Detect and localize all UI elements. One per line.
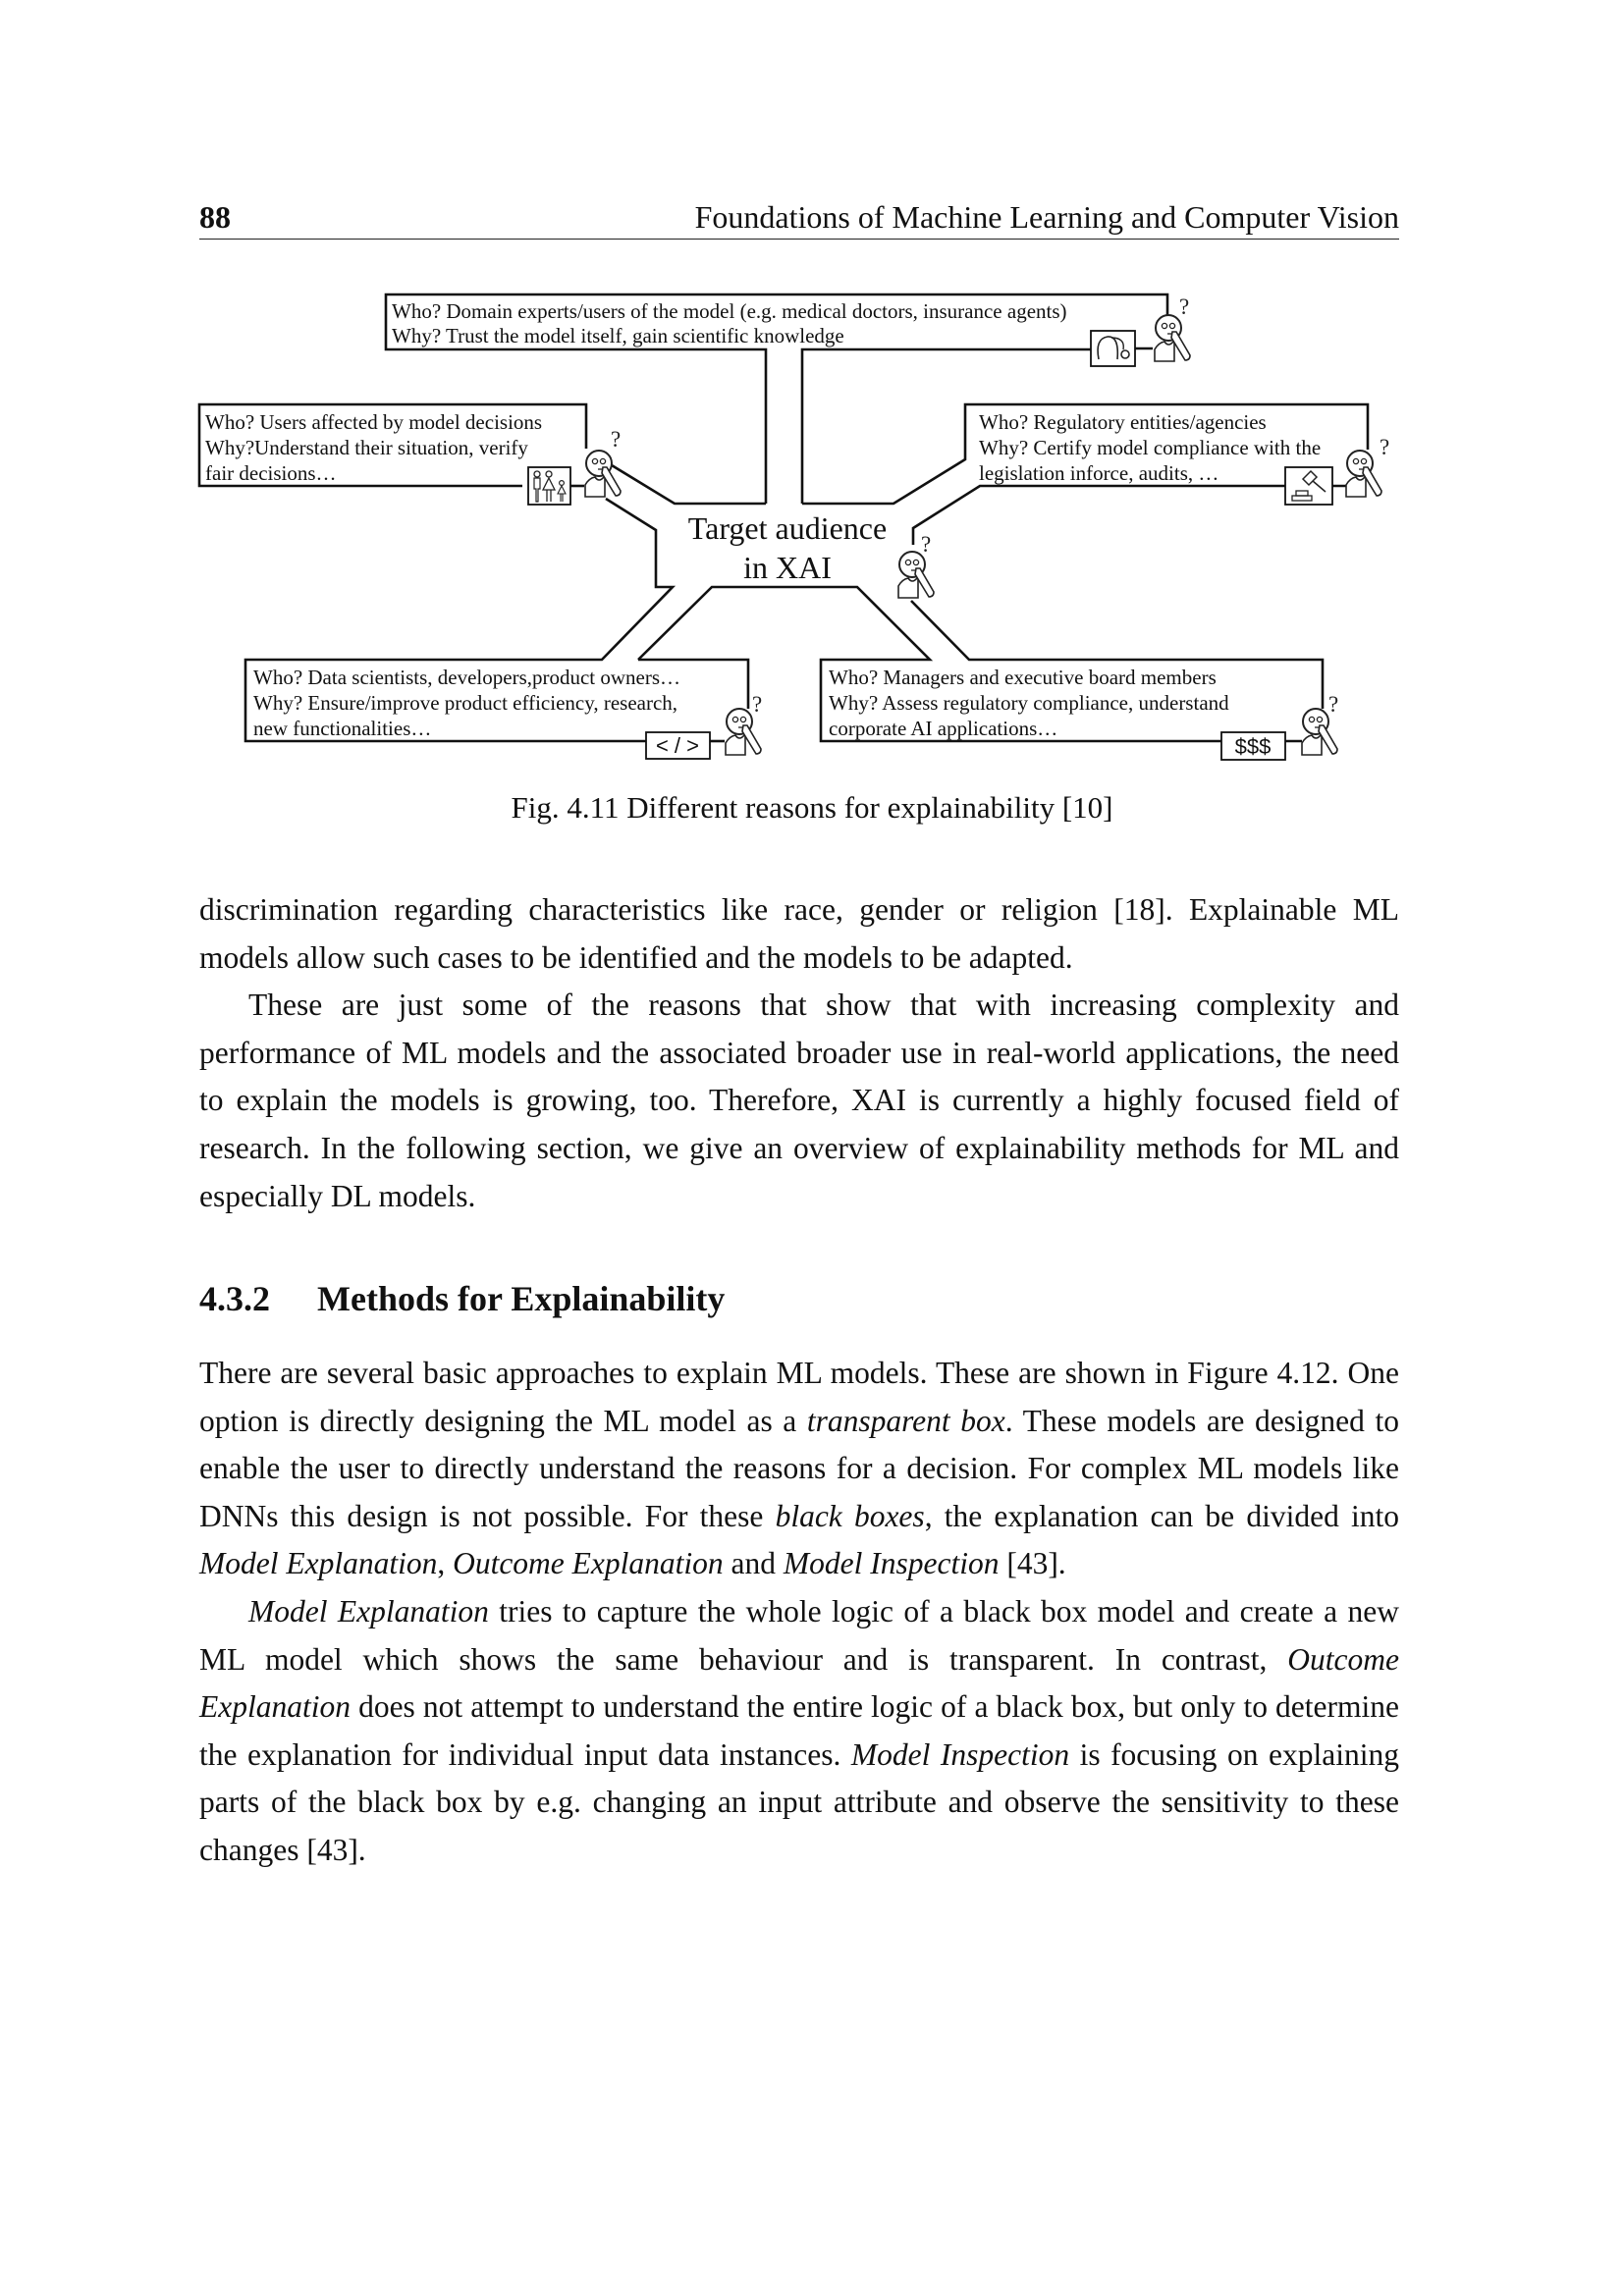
text-run: and	[723, 1546, 784, 1581]
running-title: Foundations of Machine Learning and Computer Vision	[694, 199, 1399, 235]
text-run: tries to capture the whole logic of a black box model and create a new ML model which shows the same behaviour and is transparent. In contrast,	[199, 1593, 1399, 1677]
target-audience-diagram	[0, 0, 1624, 785]
box-data-scientists-who: Who? Data scientists, developers,product owners…	[253, 666, 681, 689]
italic-term: transparent box	[806, 1403, 1005, 1438]
paragraph	[199, 1350, 1399, 1588]
question-mark: ?	[611, 427, 622, 452]
text-run: ,	[437, 1546, 454, 1581]
question-mark: ?	[921, 532, 932, 557]
question-mark: ?	[752, 692, 763, 717]
box-data-scientists-why-cont: new functionalities…	[253, 717, 432, 740]
italic-term: Model Explanation	[199, 1546, 438, 1581]
figure-caption: Fig. 4.11 Different reasons for explainability [10]	[511, 790, 1113, 825]
italic-term: Model Inspection	[850, 1736, 1070, 1772]
paragraph: These are just some of the reasons that show that with increasing complexity and performance of ML models and the associated broader use in real-world applications, the need to explain the models is growing, too. Therefore, XAI is currently a highly focused field of research. In the following section, we give an overview of explainability methods for ML and especially DL models.	[199, 988, 1399, 1213]
money-icon	[1221, 732, 1285, 760]
money-icon-label: $$$	[1234, 734, 1272, 759]
text-run: . These models are designed to enable the user to directly understand the reasons for a decision. For complex ML models like DNNs this design is not possible. For these	[199, 1403, 1399, 1533]
italic-term: Outcome Explanation	[199, 1641, 1399, 1725]
section-title: Methods for Explainability	[317, 1279, 726, 1318]
text-run: There are several basic approaches to explain ML models. These are shown in Figure 4.12. One option is directly designing the ML model as a	[199, 1356, 1399, 1438]
stethoscope-icon	[1091, 331, 1135, 366]
body-paragraphs-bottom	[199, 1350, 1399, 1875]
thinking-person-icon	[1346, 451, 1381, 497]
code-icon-label: < / >	[655, 733, 700, 758]
italic-term: Model Inspection	[783, 1546, 1000, 1581]
paragraph	[199, 1588, 1399, 1875]
figure-4-11	[0, 0, 1624, 785]
box-regulatory-why: Why? Certify model compliance with the	[979, 436, 1322, 459]
gavel-icon	[1285, 467, 1332, 505]
italic-term: black boxes	[775, 1498, 925, 1533]
box-domain-experts-why: Why? Trust the model itself, gain scientific knowledge	[392, 324, 844, 347]
text-run: does not attempt to understand the entire logic of a black box, but only to determine the explanation for individual input data instances.	[199, 1689, 1399, 1772]
question-mark: ?	[1328, 692, 1339, 717]
code-icon	[646, 732, 710, 759]
center-label-line2: in XAI	[743, 550, 832, 585]
box-managers-why: Why? Assess regulatory compliance, understand	[829, 691, 1229, 715]
section-heading	[199, 1278, 725, 1319]
body-paragraphs-top	[199, 886, 1399, 1220]
italic-term: Model Explanation	[248, 1593, 489, 1629]
section-number: 4.3.2	[199, 1279, 270, 1318]
thinking-person-icon	[1155, 315, 1190, 361]
question-mark: ?	[1380, 435, 1390, 459]
box-data-scientists-why: Why? Ensure/improve product efficiency, research,	[253, 691, 678, 715]
box-regulatory-who: Who? Regulatory entities/agencies	[979, 410, 1267, 434]
paragraph: discrimination regarding characteristics like race, gender or religion [18]. Explainable ML models allow such cases to be identified and the models to be adapted.	[199, 892, 1399, 975]
italic-term: Outcome Explanation	[453, 1546, 724, 1581]
box-affected-users-why-cont: fair decisions…	[205, 461, 337, 485]
text-run: , the explanation can be divided into	[924, 1498, 1399, 1533]
box-managers-who: Who? Managers and executive board members	[829, 666, 1217, 689]
box-domain-experts-who: Who? Domain experts/users of the model (e.g. medical doctors, insurance agents)	[392, 299, 1067, 323]
text-run: [43].	[999, 1546, 1066, 1581]
page-number: 88	[199, 199, 231, 235]
text-run: is focusing on explaining parts of the black box by e.g. changing an input attribute and observe the sensitivity to these changes [43].	[199, 1736, 1399, 1867]
center-label-line1: Target audience	[687, 510, 888, 546]
box-affected-users-who: Who? Users affected by model decisions	[205, 410, 543, 434]
thinking-person-icon	[585, 451, 621, 497]
box-regulatory-why-cont: legislation inforce, audits, …	[979, 461, 1219, 485]
question-mark: ?	[1179, 294, 1190, 319]
people-icon	[528, 467, 570, 505]
thinking-person-icon	[898, 552, 934, 598]
box-managers-why-cont: corporate AI applications…	[829, 717, 1058, 740]
box-affected-users-why: Why?Understand their situation, verify	[205, 436, 528, 459]
